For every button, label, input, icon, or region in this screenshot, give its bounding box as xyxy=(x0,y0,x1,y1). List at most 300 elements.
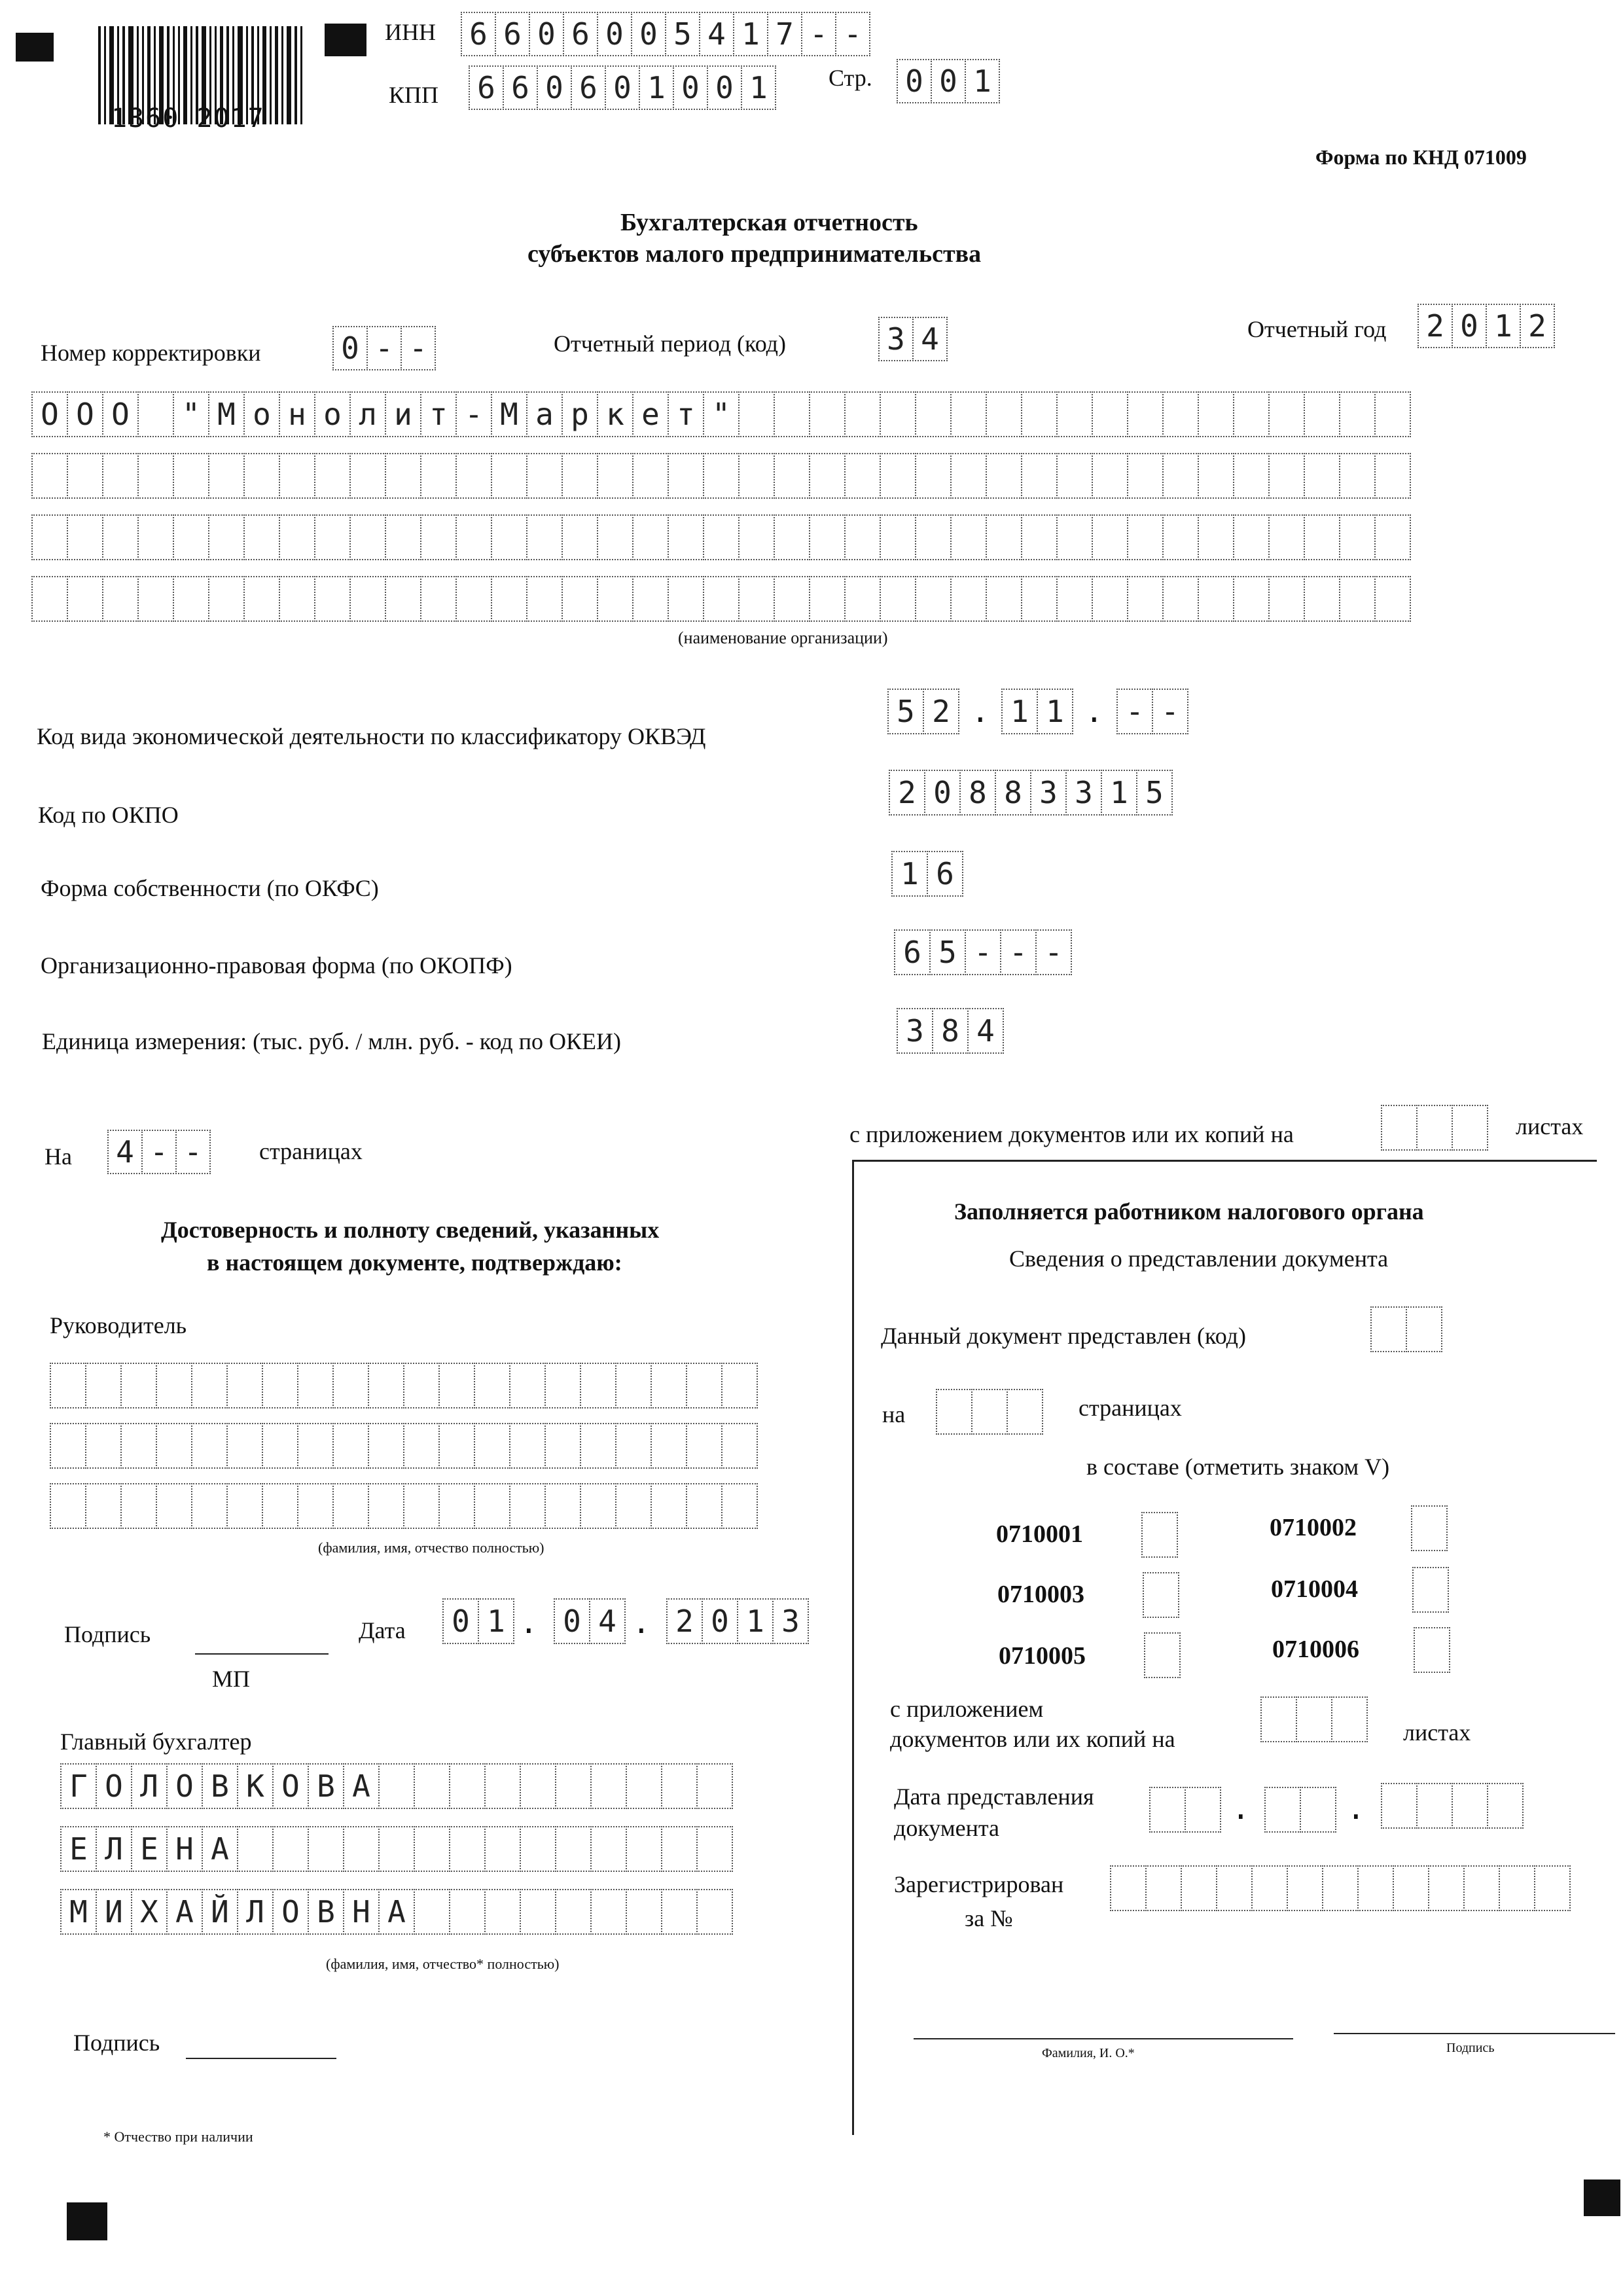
char-cell[interactable] xyxy=(562,453,598,499)
char-cell[interactable] xyxy=(208,576,245,622)
char-cell[interactable]: - xyxy=(801,12,836,56)
char-cell[interactable]: 4 xyxy=(967,1008,1004,1054)
char-cell[interactable]: 4 xyxy=(912,317,948,361)
char-cell[interactable] xyxy=(950,391,987,437)
char-cell[interactable] xyxy=(1322,1865,1359,1911)
char-cell[interactable]: 1 xyxy=(891,851,928,897)
char-cell[interactable] xyxy=(580,1363,616,1408)
char-cell[interactable] xyxy=(1233,514,1270,560)
char-cell[interactable] xyxy=(544,1363,581,1408)
char-cell[interactable] xyxy=(1145,1865,1182,1911)
char-cell[interactable] xyxy=(1487,1783,1524,1829)
tax-pages-field[interactable] xyxy=(936,1389,1042,1435)
char-cell[interactable]: л xyxy=(349,391,386,437)
char-cell[interactable] xyxy=(509,1363,546,1408)
char-cell[interactable]: " xyxy=(173,391,209,437)
char-cell[interactable] xyxy=(1056,453,1093,499)
char-cell[interactable]: В xyxy=(202,1763,238,1809)
char-cell[interactable] xyxy=(414,1889,450,1935)
char-cell[interactable] xyxy=(173,514,209,560)
char-cell[interactable] xyxy=(774,453,810,499)
char-cell[interactable] xyxy=(1162,453,1199,499)
char-cell[interactable]: н xyxy=(279,391,315,437)
char-cell[interactable]: 8 xyxy=(995,770,1031,816)
char-cell[interactable] xyxy=(844,453,881,499)
char-cell[interactable] xyxy=(1056,391,1093,437)
char-cell[interactable] xyxy=(626,1889,662,1935)
char-cell[interactable]: 5 xyxy=(929,929,966,975)
char-cell[interactable]: - xyxy=(1000,929,1037,975)
char-cell[interactable] xyxy=(349,576,386,622)
char-cell[interactable]: Г xyxy=(60,1763,97,1809)
char-cell[interactable] xyxy=(1463,1865,1500,1911)
char-cell[interactable] xyxy=(1304,391,1340,437)
char-cell[interactable]: 0 xyxy=(931,59,966,103)
head-fio-row[interactable] xyxy=(50,1423,757,1469)
char-cell[interactable] xyxy=(1374,453,1411,499)
char-cell[interactable] xyxy=(597,453,633,499)
char-cell[interactable]: - xyxy=(965,929,1001,975)
char-cell[interactable]: 0 xyxy=(631,12,666,56)
char-cell[interactable] xyxy=(809,514,846,560)
char-cell[interactable] xyxy=(378,1826,415,1872)
char-cell[interactable] xyxy=(420,453,457,499)
char-cell[interactable]: 5 xyxy=(665,12,700,56)
char-cell[interactable] xyxy=(1162,391,1199,437)
char-cell[interactable] xyxy=(950,453,987,499)
kpp-field[interactable] xyxy=(469,65,775,110)
tax-attachments-field[interactable] xyxy=(1260,1696,1366,1742)
char-cell[interactable]: - xyxy=(175,1130,211,1174)
char-cell[interactable] xyxy=(686,1363,722,1408)
char-cell[interactable] xyxy=(915,391,952,437)
char-cell[interactable] xyxy=(774,514,810,560)
char-cell[interactable] xyxy=(368,1363,404,1408)
char-cell[interactable] xyxy=(137,514,174,560)
char-cell[interactable] xyxy=(1300,1787,1336,1833)
char-cell[interactable] xyxy=(173,576,209,622)
char-cell[interactable] xyxy=(414,1763,450,1809)
accountant-fio-row[interactable] xyxy=(60,1889,732,1935)
char-cell[interactable] xyxy=(936,1389,972,1435)
char-cell[interactable] xyxy=(703,453,740,499)
char-cell[interactable] xyxy=(262,1483,298,1529)
char-cell[interactable] xyxy=(474,1483,510,1529)
char-cell[interactable] xyxy=(137,576,174,622)
char-cell[interactable] xyxy=(226,1483,263,1529)
char-cell[interactable]: Е xyxy=(131,1826,168,1872)
char-cell[interactable] xyxy=(950,576,987,622)
okfs-field[interactable] xyxy=(891,851,962,897)
char-cell[interactable]: К xyxy=(237,1763,274,1809)
char-cell[interactable] xyxy=(491,576,527,622)
char-cell[interactable] xyxy=(31,453,68,499)
char-cell[interactable] xyxy=(243,576,280,622)
char-cell[interactable] xyxy=(279,453,315,499)
char-cell[interactable] xyxy=(491,453,527,499)
char-cell[interactable] xyxy=(120,1483,157,1529)
char-cell[interactable]: 6 xyxy=(495,12,530,56)
char-cell[interactable] xyxy=(1339,514,1376,560)
char-cell[interactable] xyxy=(986,514,1022,560)
char-cell[interactable]: М xyxy=(208,391,245,437)
char-cell[interactable]: 1 xyxy=(1001,689,1038,734)
char-cell[interactable] xyxy=(1021,576,1058,622)
char-cell[interactable] xyxy=(1406,1306,1442,1352)
pages-count-field[interactable] xyxy=(107,1130,209,1174)
char-cell[interactable] xyxy=(1304,514,1340,560)
char-cell[interactable] xyxy=(1428,1865,1465,1911)
char-cell[interactable] xyxy=(509,1423,546,1469)
char-cell[interactable] xyxy=(844,391,881,437)
char-cell[interactable]: 2 xyxy=(1520,304,1555,348)
char-cell[interactable] xyxy=(67,514,103,560)
char-cell[interactable] xyxy=(1304,576,1340,622)
char-cell[interactable] xyxy=(1021,391,1058,437)
char-cell[interactable] xyxy=(156,1483,192,1529)
char-cell[interactable]: 0 xyxy=(554,1598,590,1644)
char-cell[interactable] xyxy=(615,1483,652,1529)
char-cell[interactable] xyxy=(1304,453,1340,499)
char-cell[interactable] xyxy=(1181,1865,1217,1911)
organization-name-row[interactable] xyxy=(31,514,1410,560)
char-cell[interactable] xyxy=(191,1483,228,1529)
char-cell[interactable] xyxy=(615,1423,652,1469)
char-cell[interactable]: Й xyxy=(202,1889,238,1935)
char-cell[interactable] xyxy=(721,1363,758,1408)
char-cell[interactable]: В xyxy=(308,1763,344,1809)
attachments-sheets-field[interactable] xyxy=(1381,1105,1487,1151)
form-0710001-checkbox[interactable] xyxy=(1141,1512,1178,1558)
char-cell[interactable] xyxy=(1251,1865,1288,1911)
char-cell[interactable] xyxy=(449,1889,486,1935)
accountant-fio-row[interactable] xyxy=(60,1826,732,1872)
char-cell[interactable] xyxy=(1339,453,1376,499)
char-cell[interactable] xyxy=(1264,1787,1301,1833)
char-cell[interactable]: О xyxy=(166,1763,203,1809)
char-cell[interactable] xyxy=(279,514,315,560)
char-cell[interactable] xyxy=(332,1483,369,1529)
char-cell[interactable] xyxy=(438,1423,475,1469)
char-cell[interactable] xyxy=(1233,391,1270,437)
char-cell[interactable] xyxy=(226,1363,263,1408)
correction-field[interactable] xyxy=(332,326,435,370)
char-cell[interactable] xyxy=(403,1483,440,1529)
char-cell[interactable]: и xyxy=(385,391,421,437)
char-cell[interactable] xyxy=(544,1423,581,1469)
char-cell[interactable]: А xyxy=(343,1763,380,1809)
char-cell[interactable] xyxy=(1331,1696,1368,1742)
char-cell[interactable] xyxy=(1233,576,1270,622)
char-cell[interactable]: 3 xyxy=(878,317,914,361)
char-cell[interactable] xyxy=(1198,576,1234,622)
char-cell[interactable] xyxy=(738,453,775,499)
char-cell[interactable]: А xyxy=(378,1889,415,1935)
char-cell[interactable] xyxy=(491,514,527,560)
form-0710006-checkbox[interactable] xyxy=(1414,1627,1450,1673)
char-cell[interactable]: - xyxy=(1152,689,1188,734)
char-cell[interactable]: т xyxy=(420,391,457,437)
char-cell[interactable]: 4 xyxy=(589,1598,626,1644)
char-cell[interactable]: 6 xyxy=(571,65,606,110)
accountant-fio-row[interactable] xyxy=(60,1763,732,1809)
char-cell[interactable] xyxy=(191,1363,228,1408)
char-cell[interactable]: 4 xyxy=(699,12,734,56)
char-cell[interactable] xyxy=(626,1763,662,1809)
organization-name-row[interactable] xyxy=(31,453,1410,499)
char-cell[interactable]: 0 xyxy=(529,12,564,56)
char-cell[interactable] xyxy=(173,453,209,499)
char-cell[interactable] xyxy=(809,391,846,437)
char-cell[interactable] xyxy=(85,1423,122,1469)
char-cell[interactable] xyxy=(580,1423,616,1469)
char-cell[interactable] xyxy=(1393,1865,1429,1911)
char-cell[interactable] xyxy=(1339,576,1376,622)
char-cell[interactable] xyxy=(368,1483,404,1529)
char-cell[interactable] xyxy=(562,576,598,622)
char-cell[interactable]: И xyxy=(96,1889,132,1935)
char-cell[interactable] xyxy=(484,1763,521,1809)
char-cell[interactable] xyxy=(1374,391,1411,437)
char-cell[interactable] xyxy=(1162,514,1199,560)
char-cell[interactable] xyxy=(1499,1865,1535,1911)
char-cell[interactable] xyxy=(686,1423,722,1469)
char-cell[interactable]: 0 xyxy=(442,1598,479,1644)
char-cell[interactable] xyxy=(484,1889,521,1935)
char-cell[interactable]: 8 xyxy=(959,770,996,816)
char-cell[interactable]: 0 xyxy=(897,59,932,103)
char-cell[interactable] xyxy=(686,1483,722,1529)
char-cell[interactable] xyxy=(368,1423,404,1469)
char-cell[interactable]: Н xyxy=(343,1889,380,1935)
char-cell[interactable] xyxy=(31,576,68,622)
char-cell[interactable]: 6 xyxy=(503,65,538,110)
char-cell[interactable]: о xyxy=(243,391,280,437)
char-cell[interactable] xyxy=(1452,1783,1488,1829)
char-cell[interactable]: О xyxy=(96,1763,132,1809)
char-cell[interactable] xyxy=(137,453,174,499)
char-cell[interactable] xyxy=(378,1763,415,1809)
char-cell[interactable]: 6 xyxy=(469,65,504,110)
date-month[interactable] xyxy=(554,1598,624,1644)
char-cell[interactable] xyxy=(120,1363,157,1408)
char-cell[interactable]: 3 xyxy=(897,1008,933,1054)
char-cell[interactable] xyxy=(950,514,987,560)
char-cell[interactable] xyxy=(844,576,881,622)
char-cell[interactable] xyxy=(1268,453,1305,499)
char-cell[interactable]: а xyxy=(526,391,563,437)
char-cell[interactable] xyxy=(474,1363,510,1408)
char-cell[interactable] xyxy=(314,576,351,622)
char-cell[interactable]: Н xyxy=(166,1826,203,1872)
char-cell[interactable] xyxy=(50,1363,86,1408)
char-cell[interactable] xyxy=(880,391,916,437)
char-cell[interactable] xyxy=(1233,453,1270,499)
char-cell[interactable] xyxy=(1198,453,1234,499)
presented-code-field[interactable] xyxy=(1370,1306,1441,1352)
char-cell[interactable] xyxy=(314,453,351,499)
char-cell[interactable] xyxy=(191,1423,228,1469)
char-cell[interactable] xyxy=(555,1826,592,1872)
char-cell[interactable] xyxy=(332,1423,369,1469)
char-cell[interactable]: 0 xyxy=(924,770,961,816)
okopf-field[interactable] xyxy=(894,929,1071,975)
char-cell[interactable] xyxy=(1092,391,1128,437)
char-cell[interactable] xyxy=(809,576,846,622)
char-cell[interactable] xyxy=(703,576,740,622)
char-cell[interactable] xyxy=(156,1363,192,1408)
char-cell[interactable]: О xyxy=(272,1763,309,1809)
char-cell[interactable]: 0 xyxy=(673,65,708,110)
char-cell[interactable]: 6 xyxy=(927,851,963,897)
char-cell[interactable]: р xyxy=(562,391,598,437)
char-cell[interactable] xyxy=(343,1826,380,1872)
char-cell[interactable] xyxy=(844,514,881,560)
char-cell[interactable] xyxy=(696,1889,733,1935)
char-cell[interactable]: 0 xyxy=(1452,304,1487,348)
char-cell[interactable] xyxy=(986,576,1022,622)
char-cell[interactable] xyxy=(880,576,916,622)
char-cell[interactable] xyxy=(1198,391,1234,437)
char-cell[interactable] xyxy=(455,576,492,622)
char-cell[interactable]: Л xyxy=(237,1889,274,1935)
char-cell[interactable]: 2 xyxy=(889,770,925,816)
char-cell[interactable] xyxy=(626,1826,662,1872)
char-cell[interactable]: 1 xyxy=(1037,689,1073,734)
inn-field[interactable] xyxy=(461,12,869,56)
char-cell[interactable]: Л xyxy=(131,1763,168,1809)
char-cell[interactable] xyxy=(986,391,1022,437)
char-cell[interactable]: В xyxy=(308,1889,344,1935)
char-cell[interactable] xyxy=(50,1423,86,1469)
year-field[interactable] xyxy=(1418,304,1554,348)
char-cell[interactable] xyxy=(414,1826,450,1872)
char-cell[interactable]: 3 xyxy=(772,1598,809,1644)
char-cell[interactable] xyxy=(544,1483,581,1529)
char-cell[interactable] xyxy=(297,1483,334,1529)
char-cell[interactable] xyxy=(1534,1865,1571,1911)
char-cell[interactable] xyxy=(668,514,704,560)
char-cell[interactable] xyxy=(385,576,421,622)
char-cell[interactable] xyxy=(520,1763,556,1809)
char-cell[interactable] xyxy=(915,453,952,499)
char-cell[interactable] xyxy=(632,453,669,499)
char-cell[interactable]: 4 xyxy=(107,1130,143,1174)
char-cell[interactable]: 1 xyxy=(737,1598,774,1644)
submission-date-day[interactable] xyxy=(1149,1787,1220,1833)
char-cell[interactable] xyxy=(474,1423,510,1469)
char-cell[interactable]: 0 xyxy=(605,65,640,110)
char-cell[interactable] xyxy=(1185,1787,1221,1833)
char-cell[interactable] xyxy=(774,391,810,437)
char-cell[interactable] xyxy=(703,514,740,560)
submission-date-year[interactable] xyxy=(1381,1783,1522,1829)
char-cell[interactable]: Х xyxy=(131,1889,168,1935)
char-cell[interactable] xyxy=(520,1889,556,1935)
char-cell[interactable]: - xyxy=(455,391,492,437)
char-cell[interactable] xyxy=(1021,514,1058,560)
char-cell[interactable]: О xyxy=(102,391,139,437)
char-cell[interactable]: 2 xyxy=(666,1598,703,1644)
char-cell[interactable]: 8 xyxy=(932,1008,969,1054)
date-year[interactable] xyxy=(666,1598,808,1644)
char-cell[interactable]: - xyxy=(1035,929,1072,975)
char-cell[interactable] xyxy=(915,514,952,560)
char-cell[interactable] xyxy=(279,576,315,622)
char-cell[interactable] xyxy=(1092,514,1128,560)
char-cell[interactable] xyxy=(880,453,916,499)
char-cell[interactable]: к xyxy=(597,391,633,437)
char-cell[interactable] xyxy=(385,453,421,499)
char-cell[interactable] xyxy=(1374,514,1411,560)
head-fio-row[interactable] xyxy=(50,1483,757,1529)
char-cell[interactable] xyxy=(1149,1787,1186,1833)
char-cell[interactable]: 0 xyxy=(537,65,572,110)
char-cell[interactable] xyxy=(243,453,280,499)
char-cell[interactable]: 5 xyxy=(1136,770,1173,816)
char-cell[interactable] xyxy=(668,576,704,622)
char-cell[interactable] xyxy=(661,1763,698,1809)
char-cell[interactable] xyxy=(262,1423,298,1469)
char-cell[interactable] xyxy=(208,514,245,560)
char-cell[interactable] xyxy=(738,391,775,437)
char-cell[interactable] xyxy=(661,1889,698,1935)
char-cell[interactable] xyxy=(651,1423,687,1469)
char-cell[interactable] xyxy=(1110,1865,1147,1911)
char-cell[interactable]: 6 xyxy=(894,929,931,975)
organization-name-row[interactable] xyxy=(31,391,1410,437)
char-cell[interactable] xyxy=(1127,576,1164,622)
form-0710004-checkbox[interactable] xyxy=(1412,1567,1449,1613)
char-cell[interactable] xyxy=(1268,391,1305,437)
char-cell[interactable] xyxy=(597,576,633,622)
char-cell[interactable] xyxy=(1056,514,1093,560)
char-cell[interactable] xyxy=(449,1763,486,1809)
char-cell[interactable] xyxy=(1374,576,1411,622)
page-number-field[interactable] xyxy=(897,59,999,103)
char-cell[interactable] xyxy=(1007,1389,1043,1435)
char-cell[interactable] xyxy=(774,576,810,622)
char-cell[interactable] xyxy=(455,453,492,499)
char-cell[interactable]: Е xyxy=(60,1826,97,1872)
char-cell[interactable]: 0 xyxy=(332,326,368,370)
char-cell[interactable] xyxy=(597,514,633,560)
char-cell[interactable] xyxy=(262,1363,298,1408)
char-cell[interactable] xyxy=(332,1363,369,1408)
okved-group[interactable] xyxy=(887,689,958,734)
char-cell[interactable]: М xyxy=(491,391,527,437)
char-cell[interactable] xyxy=(1381,1105,1418,1151)
okved-group[interactable] xyxy=(1001,689,1072,734)
char-cell[interactable] xyxy=(349,514,386,560)
char-cell[interactable] xyxy=(1216,1865,1253,1911)
char-cell[interactable] xyxy=(668,453,704,499)
char-cell[interactable] xyxy=(102,453,139,499)
char-cell[interactable] xyxy=(509,1483,546,1529)
char-cell[interactable] xyxy=(1370,1306,1407,1352)
form-0710005-checkbox[interactable] xyxy=(1144,1632,1181,1678)
char-cell[interactable]: 1 xyxy=(965,59,1000,103)
char-cell[interactable]: 1 xyxy=(478,1598,514,1644)
char-cell[interactable] xyxy=(880,514,916,560)
head-fio-row[interactable] xyxy=(50,1363,757,1408)
char-cell[interactable] xyxy=(1127,453,1164,499)
char-cell[interactable]: О xyxy=(31,391,68,437)
char-cell[interactable] xyxy=(243,514,280,560)
char-cell[interactable] xyxy=(1021,453,1058,499)
period-code-field[interactable] xyxy=(878,317,946,361)
char-cell[interactable] xyxy=(1268,576,1305,622)
